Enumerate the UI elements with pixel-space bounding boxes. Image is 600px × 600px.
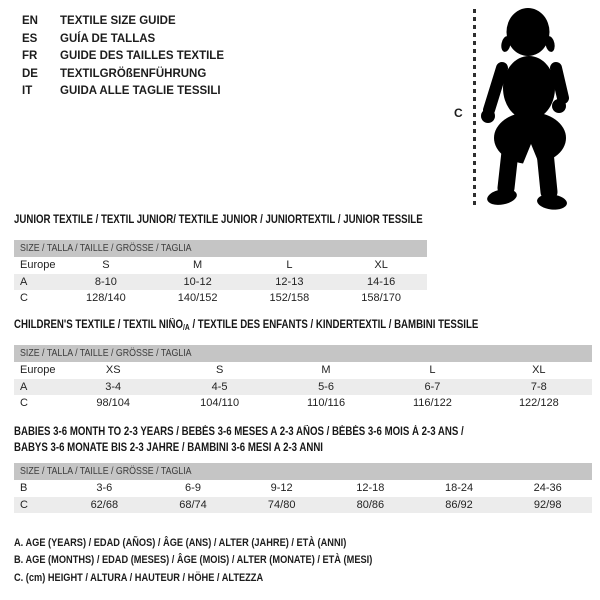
height-cell: 104/110 <box>200 397 240 409</box>
size-cell: S <box>102 259 110 271</box>
row-label: A <box>20 380 28 393</box>
table-row <box>14 497 592 514</box>
babies-table-title-line1: BABIES 3-6 MONTH TO 2-3 YEARS / BEBÉS 3-6 MESES A 2-3 AÑOS / BÉBÉS 3-6 MOIS À 2-3 ANS / <box>14 426 464 438</box>
footnote-age-months: B. AGE (MONTHS) / EDAD (MESES) / ÂGE (MOIS) / ALTER (MONATE) / ETÀ (MESI) <box>14 554 373 567</box>
language-row <box>22 13 224 31</box>
size-cell: L <box>286 259 293 271</box>
size-cell: M <box>321 364 331 376</box>
children-table-title <box>14 317 567 336</box>
age-cell: 6-9 <box>185 482 201 494</box>
babies-table-title <box>14 424 549 456</box>
size-header-text: SIZE / TALLA / TAILLE / GRÖSSE / TAGLIA <box>20 347 192 359</box>
toddler-hand-left <box>481 109 495 123</box>
toddler-arm-left <box>489 68 502 110</box>
table-row <box>14 274 427 291</box>
language-code: ES <box>22 32 38 45</box>
language-row <box>22 48 224 66</box>
row-label: C <box>20 292 28 304</box>
language-code: EN <box>22 15 38 27</box>
height-cell: 128/140 <box>85 292 126 304</box>
age-cell: 12-13 <box>275 275 304 288</box>
size-header-bar <box>14 463 592 480</box>
row-label: C <box>20 397 28 409</box>
age-cell: 24-36 <box>533 482 562 494</box>
language-title: GUIDE DES TAILLES TEXTILE <box>60 50 224 62</box>
junior-size-table <box>14 240 427 307</box>
language-code: FR <box>22 50 38 62</box>
legend-footnotes <box>14 535 441 587</box>
footnote-height-cm: C. (cm) HEIGHT / ALTURA / HAUTEUR / HÖHE / ALTEZZA <box>14 571 264 584</box>
height-cell: 122/128 <box>518 397 559 409</box>
babies-size-table <box>14 463 592 513</box>
age-cell: 3-4 <box>105 380 122 393</box>
language-title: TEXTILE SIZE GUIDE <box>60 15 176 27</box>
row-label: Europe <box>20 364 56 376</box>
age-cell: 8-10 <box>94 275 117 288</box>
size-cell: S <box>215 364 224 376</box>
age-cell: 6-7 <box>424 380 441 393</box>
size-cell: XL <box>374 259 388 271</box>
toddler-foot-right <box>536 193 567 210</box>
size-cell: XL <box>532 364 546 376</box>
age-cell: 14-16 <box>367 275 396 288</box>
children-title-pre: CHILDREN'S TEXTILE / TEXTIL NIÑO <box>14 319 184 331</box>
size-header-text: SIZE / TALLA / TAILLE / GRÖSSE / TAGLIA <box>20 242 192 254</box>
language-row <box>22 83 224 101</box>
height-cell: 158/170 <box>361 292 401 304</box>
toddler-silhouette <box>478 4 578 210</box>
children-table-title-text <box>14 317 478 336</box>
age-cell: 10-12 <box>183 275 212 288</box>
height-cell: 92/98 <box>533 498 562 511</box>
table-row <box>14 395 592 412</box>
children-title-post: / TEXTILE DES ENFANTS / KINDERTEXTIL / BAMBINI TESSILE <box>189 319 479 331</box>
age-cell: 7-8 <box>530 380 547 393</box>
size-header-text: SIZE / TALLA / TAILLE / GRÖSSE / TAGLIA <box>20 465 192 477</box>
size-header-bar <box>14 240 427 257</box>
height-cell: 86/92 <box>445 498 473 511</box>
table-row <box>14 480 592 497</box>
size-header-bar <box>14 345 592 362</box>
age-cell: 5-6 <box>318 380 334 393</box>
toddler-head <box>507 8 550 56</box>
size-cell: XS <box>105 364 121 376</box>
children-size-table <box>14 345 592 412</box>
language-row <box>22 66 224 84</box>
language-row <box>22 31 224 49</box>
height-cell: 74/80 <box>267 498 296 511</box>
table-row <box>14 379 592 396</box>
junior-table-title-text: JUNIOR TEXTILE / TEXTIL JUNIOR/ TEXTILE JUNIOR / JUNIORTEXTIL / JUNIOR TESSILE <box>14 214 423 226</box>
height-cell: 80/86 <box>356 498 385 511</box>
children-title-sub: /A <box>183 323 190 332</box>
age-cell: 12-18 <box>356 482 385 494</box>
toddler-leg-left <box>506 152 510 188</box>
height-cell: 140/152 <box>177 292 218 304</box>
size-cell: M <box>193 259 203 271</box>
table-row <box>14 290 427 307</box>
table-row <box>14 257 427 274</box>
babies-table-title-line2: BABYS 3-6 MONATE BIS 2-3 JAHRE / BAMBINI 3-6 MESI A 2-3 ANNI <box>14 442 323 454</box>
footnote-age-years: A. AGE (YEARS) / EDAD (AÑOS) / ÂGE (ANS) / ALTER (JAHRE) / ETÀ (ANNI) <box>14 537 347 549</box>
height-dashed-line <box>473 9 476 206</box>
height-cell: 110/116 <box>306 397 346 409</box>
language-title: TEXTILGRÖßENFÜHRUNG <box>60 67 207 80</box>
height-cell: 116/122 <box>412 397 452 409</box>
age-cell: 9-12 <box>270 482 293 494</box>
toddler-torso <box>503 56 555 120</box>
language-title: GUÍA DE TALLAS <box>60 32 156 45</box>
junior-table-title <box>14 212 500 228</box>
height-cell: 98/104 <box>96 397 131 409</box>
height-cell: 68/74 <box>179 498 207 511</box>
height-cell: 62/68 <box>90 498 119 511</box>
row-label: Europe <box>20 259 56 271</box>
toddler-arm-right <box>556 68 563 98</box>
toddler-leg-right <box>545 152 549 192</box>
language-title-list <box>22 13 224 101</box>
table-row <box>14 362 592 379</box>
size-cell: L <box>429 364 436 376</box>
height-cell: 152/158 <box>269 292 310 304</box>
row-label: B <box>20 482 28 494</box>
age-cell: 18-24 <box>444 482 474 494</box>
language-code: IT <box>22 85 33 97</box>
age-cell: 4-5 <box>211 380 228 393</box>
row-label: C <box>20 498 28 511</box>
language-code: DE <box>22 67 38 80</box>
height-measure-label: C <box>454 106 463 120</box>
language-title: GUIDA ALLE TAGLIE TESSILI <box>60 85 221 97</box>
toddler-hand-right <box>552 99 566 113</box>
row-label: A <box>20 275 28 288</box>
age-cell: 3-6 <box>96 482 113 494</box>
